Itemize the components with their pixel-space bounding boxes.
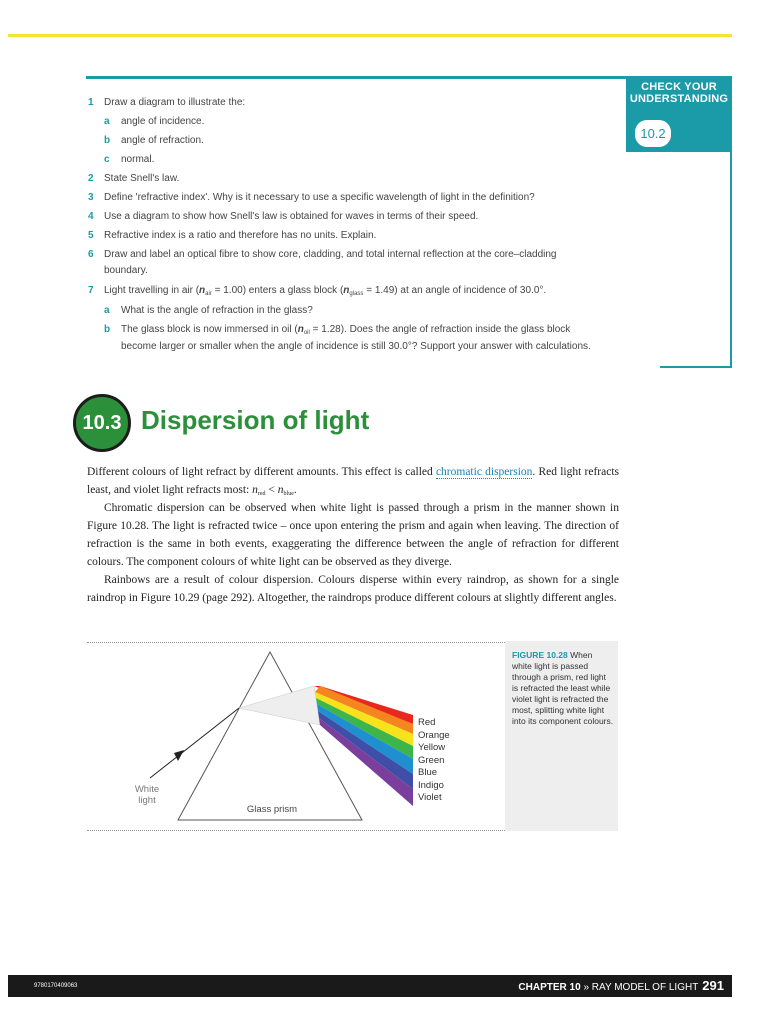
subquestion-letter: a bbox=[104, 116, 110, 127]
question-text: Draw and label an optical fibre to show core, cladding, and total internal reflection at the core–cladding bbox=[104, 249, 557, 260]
subquestion-letter: b bbox=[104, 324, 111, 335]
isbn: 9780170409063 bbox=[34, 983, 78, 989]
question-text: Draw a diagram to illustrate the: bbox=[104, 97, 246, 108]
color-label-yellow: Yellow bbox=[418, 742, 446, 753]
figure-label: FIGURE 10.28 bbox=[512, 650, 568, 660]
question-text: Refractive index is a ratio and therefore has no units. Explain. bbox=[104, 230, 377, 241]
subquestion-text: normal. bbox=[121, 154, 155, 165]
color-label-indigo: Indigo bbox=[418, 780, 444, 791]
subquestion-letter: b bbox=[104, 135, 111, 146]
subquestion-letter: a bbox=[104, 305, 110, 316]
question-text-continued: boundary. bbox=[104, 265, 148, 276]
paragraph-1: Different colours of light refract by different amounts. This effect is called chromatic dispersion. Red light refracts least, and violet light refracts most: $n_{red} < n_{blue}$. bbox=[87, 466, 619, 497]
question-text: Use a diagram to show how Snell's law is obtained for waves in terms of their speed. bbox=[104, 211, 479, 222]
cyu-title-line1: CHECK YOUR bbox=[641, 81, 717, 93]
cyu-badge: 10.2 bbox=[633, 118, 673, 149]
question-text: Light travelling in air $(n_{air} = 1.00)$ enters a glass block $(n_{glass} = 1.49)$ at an angle of incidence of 30.0°. bbox=[104, 285, 547, 297]
subquestion-text-continued: become larger or smaller when the angle of incidence is still 30.0°? Support your answer with calculations. bbox=[121, 341, 591, 352]
question-number: 2 bbox=[88, 173, 94, 184]
white-light-ray bbox=[150, 708, 239, 778]
chromatic-dispersion-link[interactable]: chromatic dispersion bbox=[435, 466, 533, 478]
question-number: 7 bbox=[88, 285, 94, 296]
paragraph-3: Rainbows are a result of colour dispersion. Colours disperse within every raindrop, as shown for a single raindrop in Figure 10.29 (page 292). Altogether, the raindrops produce different colours at slightly different angles. bbox=[87, 574, 619, 604]
color-label-orange: Orange bbox=[418, 730, 450, 741]
question-number: 3 bbox=[88, 192, 94, 203]
question-number: 1 bbox=[88, 97, 94, 108]
color-label-violet: Violet bbox=[418, 792, 442, 803]
color-label-green: Green bbox=[418, 755, 445, 766]
question-number: 6 bbox=[88, 249, 94, 260]
ray-arrowhead bbox=[174, 750, 184, 761]
page-number: 291 bbox=[702, 978, 724, 993]
white-light-label: White light bbox=[134, 784, 160, 806]
question-number: 4 bbox=[88, 211, 94, 222]
cyu-title-line2: UNDERSTANDING bbox=[629, 93, 729, 105]
subquestion-text: The glass block is now immersed in oil $(n_{oil} = 1.28)$. Does the angle of refraction inside the glass block bbox=[121, 324, 571, 336]
inside-beam bbox=[239, 686, 320, 725]
question-text: State Snell's law. bbox=[104, 173, 180, 184]
question-number: 5 bbox=[88, 230, 94, 241]
subquestion-text: angle of refraction. bbox=[121, 135, 204, 146]
subquestion-text: angle of incidence. bbox=[121, 116, 205, 127]
section-title: Dispersion of light bbox=[141, 405, 370, 435]
paragraph-2: Chromatic dispersion can be observed when white light is passed through a prism in the manner shown in Figure 10.28. The light is refracted twice – once upon entering the prism and again when leaving. The direction of refraction is the same in both events, exaggerating the difference between the angle of refraction for different colours. The component colours of white light can be observed as they diverge. bbox=[87, 502, 619, 568]
subquestion-text: What is the angle of refraction in the glass? bbox=[121, 305, 313, 316]
color-label-red: Red bbox=[418, 717, 436, 728]
section-number: 10.3 bbox=[82, 412, 122, 434]
subquestion-letter: c bbox=[104, 154, 110, 165]
question-text: Define 'refractive index'. Why is it necessary to use a specific wavelength of light in the definition? bbox=[104, 192, 535, 203]
figure-caption: FIGURE 10.28 When white light is passed through a prism, red light is refracted the least while violet light is refracted the most, splitting white light into its component colours. bbox=[512, 650, 614, 726]
chapter-running-head: CHAPTER 10 » RAY MODEL OF LIGHT 291 bbox=[518, 978, 724, 993]
color-label-blue: Blue bbox=[418, 767, 438, 778]
glass-prism-label: Glass prism bbox=[246, 804, 298, 815]
